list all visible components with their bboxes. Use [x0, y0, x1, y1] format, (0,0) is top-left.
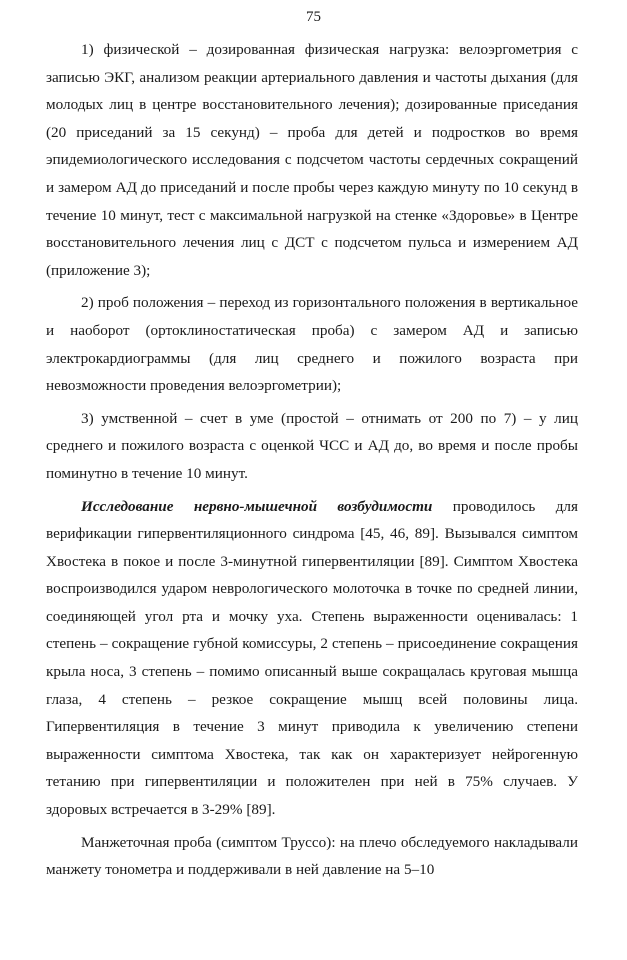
paragraph-lead-heading: Исследование нервно-мышечной возбудимости	[81, 497, 433, 515]
document-body	[46, 36, 578, 884]
paragraph-cuff-test: Манжеточная проба (симптом Труссо): на плечо обследуемого накладывали манжету тонометра и поддерживали в ней давление на 5–10	[46, 833, 578, 879]
paragraph-neuromuscular	[46, 493, 578, 824]
page-number: 75	[306, 9, 321, 25]
paragraph-position-test: 2) проб положения – переход из горизонтального положения в вертикальное и наоборот (ортоклиностатическая проба) с замером АД и записью электрокардиограммы (для лиц среднего и пожилого возраста при невозможности проведения велоэргометрии);	[46, 294, 578, 395]
paragraph-physical-load: 1) физической – дозированная физическая нагрузка: велоэргометрия с записью ЭКГ, анализом реакции артериального давления и частоты дыхания (для молодых лиц в центре восстановительного лечения); дозированные приседания (20 приседаний за 15 секунд) – проба для детей и подростков во время эпидемиологического исследования с подсчетом частоты сердечных сокращений и замером АД до приседаний и после пробы через каждую минуту по 10 секунд в течение 10 минут, тест с максимальной нагрузкой на стенке «Здоровье» в Центре восстановительного лечения лиц с ДСТ с подсчетом пульса и измерением АД (приложение 3);	[46, 41, 578, 279]
paragraph-mental-test: 3) умственной – счет в уме (простой – отнимать от 200 по 7) – у лиц среднего и пожилого возраста с оценкой ЧСС и АД до, во время и после пробы поминутно в течение 10 минут.	[46, 409, 578, 482]
paragraph-neuromuscular-text: проводилось для верификации гипервентиляционного синдрома [45, 46, 89]. Вызывался симптом Хвостека в покое и после 3-минутной гипервентиляции [89]. Симптом Хвостека воспроизводился ударом неврологического молоточка в точке по средней линии, соединяющей угол рта и мочку уха. Степень выраженности оценивалась: 1 степень – сокращение губной комиссуры, 2 степень – присоединение сокращения крыла носа, 3 степень – помимо описанный выше сокращалась круговая мышца глаза, 4 степень – резкое сокращение мышц всей половины лица. Гипервентиляция в течение 3 минут приводила к увеличению степени выраженности симптома Хвостека, так как он характеризует нейрогенную тетанию при гипервентиляции и положителен при ней в 75% случаев. У здоровых встречается в 3-29% [89].	[46, 497, 578, 819]
